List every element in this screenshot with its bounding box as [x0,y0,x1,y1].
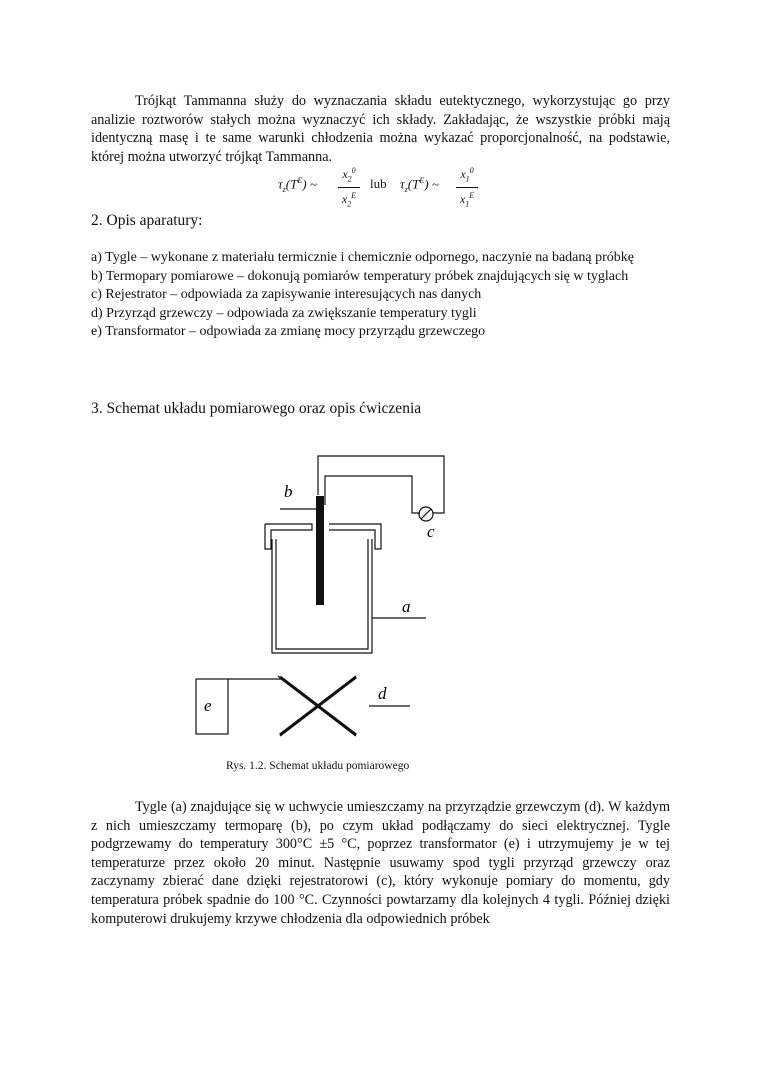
apparatus-item-a: a) Tygle – wykonane z materiału termicznie i chemicznie odpornego, naczynie na badaną próbkę [91,250,634,265]
wire-inner [325,476,420,513]
section-2-heading: 2. Opis aparatury: [91,212,203,229]
section-3-heading: 3. Schemat układu pomiarowego oraz opis ćwiczenia [91,400,422,417]
recorder-needle [421,509,431,519]
thermocouple-rod [316,496,324,605]
wire-outer [318,456,444,513]
formula-right-lhs: $\tau_z(T^E)$ ~ [400,176,439,194]
apparatus-item-c: c) Rejestrator – odpowiada za zapisywanie interesujących nas danych [91,287,482,303]
description-paragraph [91,798,670,928]
label-c: c [427,522,435,541]
formula-connector: lub [370,176,387,191]
lid-right [329,524,381,549]
measurement-setup-diagram [180,440,450,745]
label-d: d [378,684,387,703]
apparatus-item-b: b) Termopary pomiarowe – dokonują pomiarów temperatury próbek znajdujących się w tyglach [91,268,629,284]
apparatus-item-e: e) Transformator – odpowiada za zmianę mocy przyrządu grzewczego [91,324,486,340]
intro-paragraph [91,92,670,166]
formula-left-fraction: $x_2^0$ $x_2^E$ [338,164,360,212]
apparatus-list [91,249,670,342]
apparatus-item-d: d) Przyrząd grzewczy – odpowiada za zwiększanie temperatury tygli [91,305,477,321]
figure-caption: Rys. 1.2. Schemat układu pomiarowego [226,760,410,772]
formula-right-fraction: $x_1^0$ $x_1^E$ [456,164,478,212]
transformer-box [196,679,228,734]
formula-left-lhs: $\tau_z(T^E)$ ~ [278,176,317,194]
label-e: e [204,696,212,715]
description-text: Tygle (a) znajdujące się w uchwycie umieszczamy na przyrządzie grzewczym (d). W każdym z nich umieszczamy termoparę (b), po czym układ podłączamy do sieci elektrycznej. Tygle podgrzewamy do temperatury 300°C ±5 °C, poprzez transformator (e) i utrzymujemy je w tej temperaturze przez około 20 minut. Następnie usuwamy spod tygli przyrząd grzewczy oraz zaczynamy zbierać dane dzięki rejestratorowi (c), który wykonuje pomiary do momentu, gdy temperatura próbek spadnie do 100 °C. Czynności powtarzamy dla kolejnych 4 tygli. Później dzięki komputerowi drukujemy krzywe chłodzenia dla odpowiednich próbek [91,799,670,927]
proportionality-formula [278,164,498,210]
label-a: a [402,597,411,616]
label-b: b [284,482,293,501]
intro-text: Trójkąt Tammanna służy do wyznaczania składu eutektycznego, wykorzystując go przy analizie roztworów stałych można wyznaczyć ich składy. Zakładając, że wszystkie próbki mają identyczną masę i te same warunki chłodzenia można wykazać proporcjonalność, na podstawie, której można utworzyć trójkąt Tammanna. [91,93,670,165]
